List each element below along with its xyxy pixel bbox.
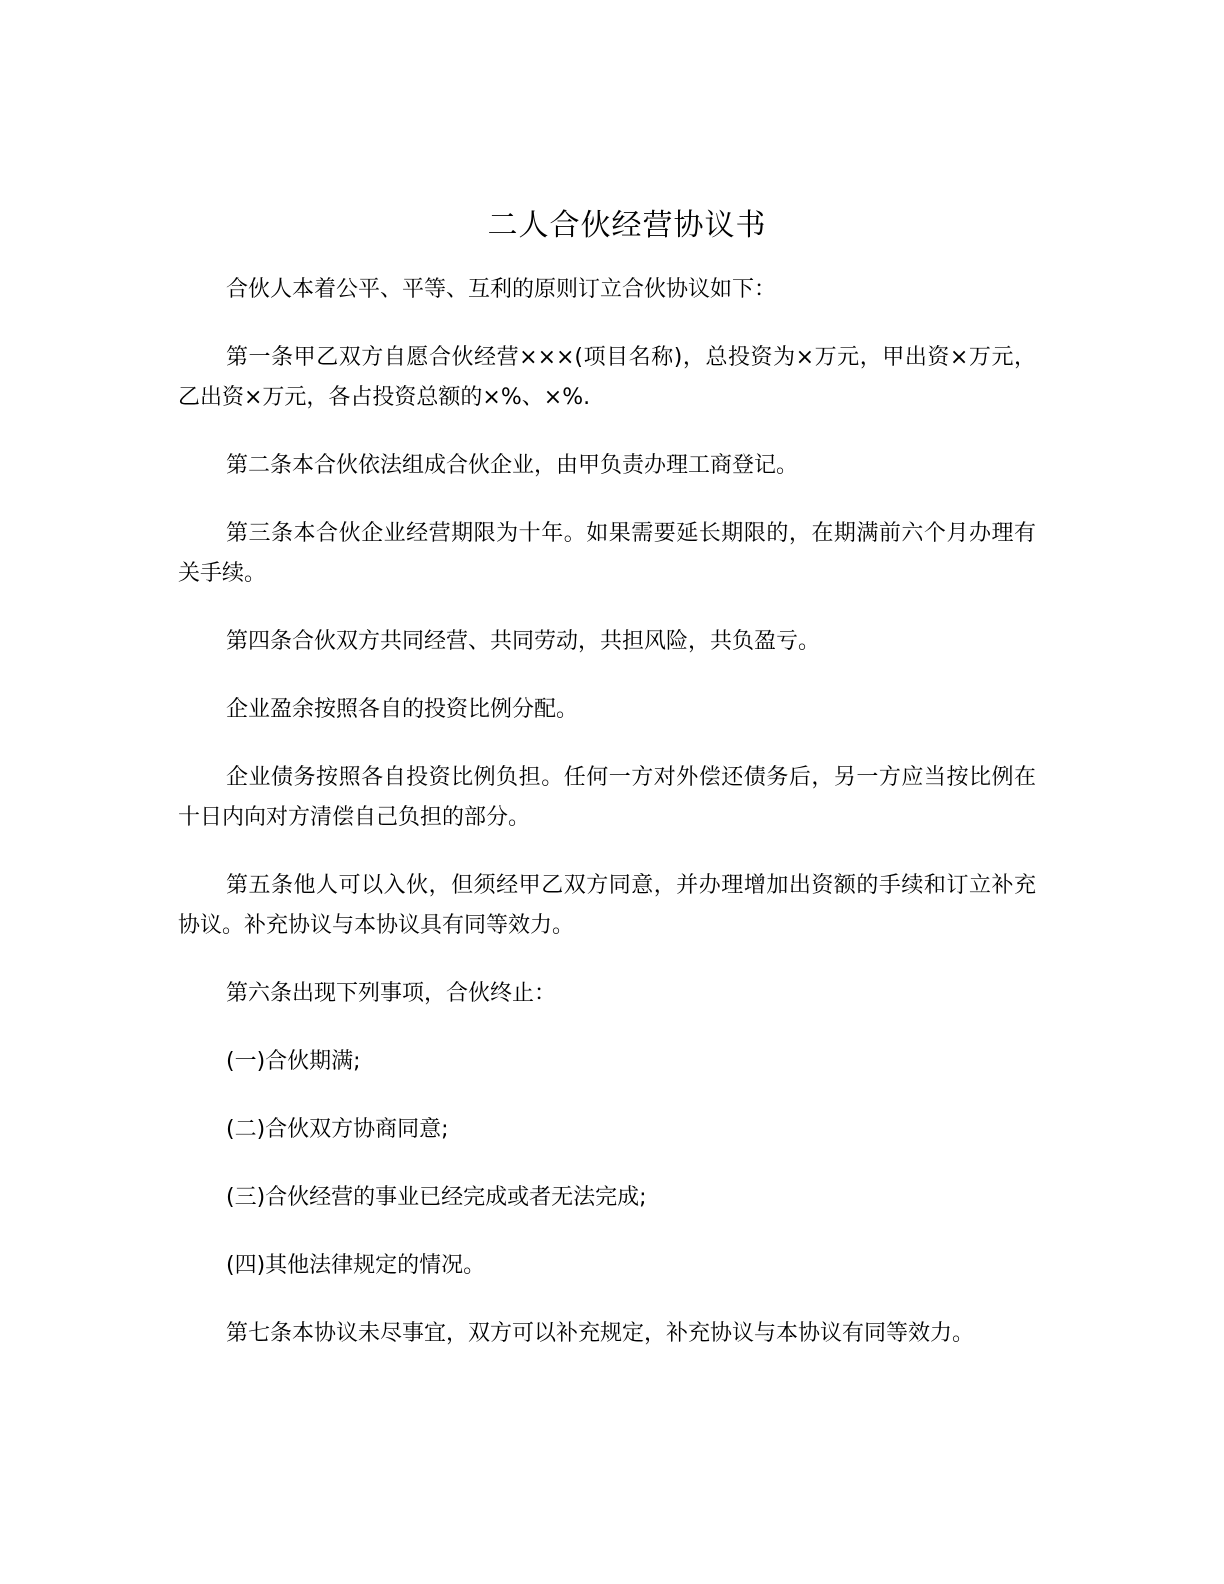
paragraph-intro: 合伙人本着公平、平等、互利的原则订立合伙协议如下： <box>226 277 777 302</box>
list-item-termination-1: (一)合伙期满; <box>226 1049 361 1074</box>
document-title: 二人合伙经营协议书 <box>487 208 767 243</box>
list-item-termination-4: (四)其他法律规定的情况。 <box>226 1253 486 1278</box>
paragraph-article-5: 第五条他人可以入伙，但须经甲乙双方同意，并办理增加出资额的手续和订立补充协议。补充协议与本协议具有同等效力。 <box>178 873 1036 938</box>
paragraph-article-7: 第七条本协议未尽事宜，双方可以补充规定，补充协议与本协议有同等效力。 <box>226 1321 975 1346</box>
paragraph-article-6: 第六条出现下列事项，合伙终止： <box>226 981 557 1006</box>
paragraph-article-2: 第二条本合伙依法组成合伙企业，由甲负责办理工商登记。 <box>226 453 799 478</box>
paragraph-article-4: 第四条合伙双方共同经营、共同劳动，共担风险，共负盈亏。 <box>226 629 821 654</box>
paragraph-article-3: 第三条本合伙企业经营期限为十年。如果需要延长期限的，在期满前六个月办理有关手续。 <box>178 521 1036 586</box>
paragraph-debt-liability: 企业债务按照各自投资比例负担。任何一方对外偿还债务后，另一方应当按比例在十日内向对方清偿自己负担的部分。 <box>178 765 1036 830</box>
document-page <box>178 200 1036 1382</box>
list-item-termination-2: (二)合伙双方协商同意; <box>226 1117 449 1142</box>
paragraph-profit-distribution: 企业盈余按照各自的投资比例分配。 <box>226 697 579 722</box>
paragraph-article-1: 第一条甲乙双方自愿合伙经营×××(项目名称)，总投资为×万元，甲出资×万元，乙出资×万元，各占投资总额的×%、×%. <box>178 345 1036 410</box>
list-item-termination-3: (三)合伙经营的事业已经完成或者无法完成; <box>226 1185 647 1210</box>
